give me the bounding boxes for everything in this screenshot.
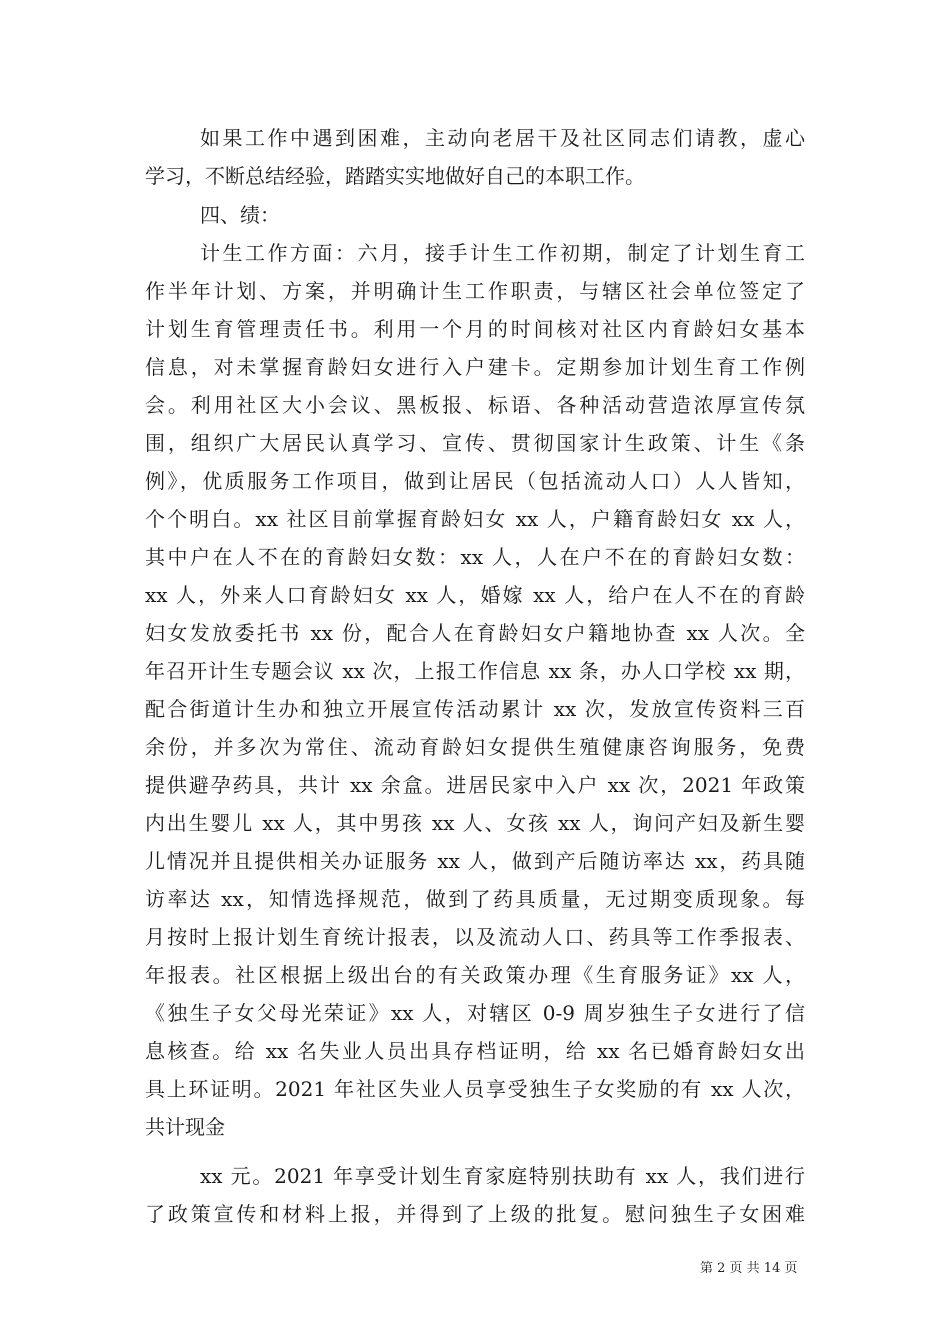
section-heading: 四、绩： [200, 203, 280, 227]
text-line-29: 了政策宣传和材料上报，并得到了上级的批复。慰问独生子女困难 [145, 1202, 805, 1226]
page-number: 第 2 页 共 14 页 [700, 1261, 798, 1276]
text-line-17: 余份，并多次为常住、流动育龄妇女提供生殖健康咨询服务，免费 [145, 735, 805, 759]
text-line-20: 儿情况并且提供相关办证服务 xx 人，做到产后随访率达 xx，药具随 [145, 849, 805, 873]
text-line-15: 年召开计生专题会议 xx 次，上报工作信息 xx 条，办人口学校 xx 期， [145, 659, 805, 683]
text-line-12: 其中户在人不在的育龄妇女数：xx 人，人在户不在的育龄妇女数： [145, 545, 805, 569]
text-line-13: xx 人，外来人口育龄妇女 xx 人，婚嫁 xx 人，给户在人不在的育龄 [145, 583, 805, 607]
text-line-24: 《独生子女父母光荣证》xx 人，对辖区 0-9 周岁独生子女进行了信 [145, 1001, 805, 1025]
text-line-10: 例》，优质服务工作项目，做到让居民（包括流动人口）人人皆知， [145, 469, 805, 493]
text-line-22: 月按时上报计划生育统计报表，以及流动人口、药具等工作季报表、 [145, 925, 805, 949]
text-line-26: 具上环证明。2021 年社区失业人员享受独生子女奖励的有 xx 人次， [145, 1077, 805, 1101]
text-line-1: 如果工作中遇到困难，主动向老居干及社区同志们请教，虚心 [200, 126, 805, 150]
text-line-18: 提供避孕药具，共计 xx 余盒。进居民家中入户 xx 次，2021 年政策 [145, 773, 805, 797]
text-line-9: 围，组织广大居民认真学习、宣传、贯彻国家计生政策、计生《条 [145, 431, 805, 455]
text-line-27: 共计现金 [145, 1115, 225, 1139]
text-line-25: 息核查。给 xx 名失业人员出具存档证明，给 xx 名已婚育龄妇女出 [145, 1039, 805, 1063]
text-line-2: 学习，不断总结经验，踏踏实实地做好自己的本职工作。 [145, 164, 645, 188]
text-line-14: 妇女发放委托书 xx 份，配合人在育龄妇女户籍地协查 xx 人次。全 [145, 621, 805, 645]
text-line-19: 内出生婴儿 xx 人，其中男孩 xx 人、女孩 xx 人，询问产妇及新生婴 [145, 811, 805, 835]
text-line-23: 年报表。社区根据上级出台的有关政策办理《生育服务证》xx 人， [145, 963, 805, 987]
text-line-11: 个个明白。xx 社区目前掌握育龄妇女 xx 人，户籍育龄妇女 xx 人， [145, 507, 805, 531]
text-line-4: 计生工作方面：六月，接手计生工作初期，制定了计划生育工 [200, 241, 805, 265]
text-line-6: 计划生育管理责任书。利用一个月的时间核对社区内育龄妇女基本 [145, 317, 805, 341]
text-line-7: 信息，对未掌握育龄妇女进行入户建卡。定期参加计划生育工作例 [145, 355, 805, 379]
text-line-16: 配合街道计生办和独立开展宣传活动累计 xx 次，发放宣传资料三百 [145, 697, 805, 721]
text-line-28: xx 元。2021 年享受计划生育家庭特别扶助有 xx 人，我们进行 [200, 1164, 805, 1188]
text-line-5: 作半年计划、方案，并明确计生工作职责，与辖区社会单位签定了 [145, 279, 805, 303]
text-line-8: 会。利用社区大小会议、黑板报、标语、各种活动营造浓厚宣传氛 [145, 393, 805, 417]
text-line-21: 访率达 xx，知情选择规范，做到了药具质量，无过期变质现象。每 [145, 887, 805, 911]
